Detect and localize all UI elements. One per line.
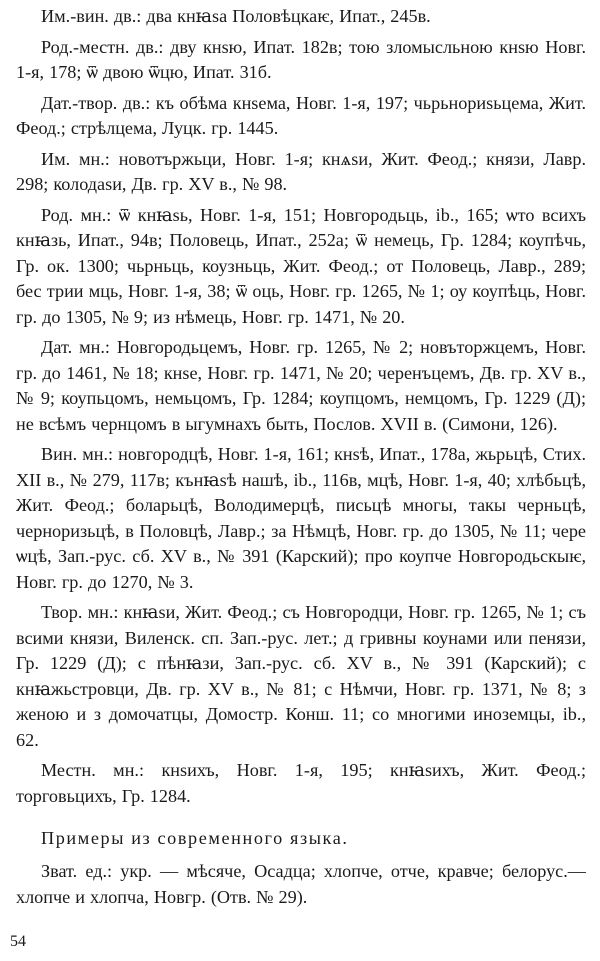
paragraph-locative-plural: Местн. мн.: кнѕихъ, Новг. 1-я, 195; кнꙗѕихъ, Жит. Феод.; торговьцихъ, Гр. 1284. <box>16 760 586 806</box>
section-heading: Примеры из современного языка. <box>41 828 349 848</box>
paragraph-nominative-plural: Им. мн.: новотържьци, Новг. 1-я; кнѧѕи, Жит. Феод.; князи, Лавр. 298; колодаѕи, Дв. гр. XV в., № 98. <box>16 148 586 194</box>
paragraph-genitive-plural: Род. мн.: ѿ кнꙗѕь, Новг. 1-я, 151; Новгородьць, ib., 165; ѡто всихъ кнꙗзь, Ипат., 94в; Половець, Ипат., 252а; ѿ немець, Гр. 1284; коупѣчь, Гр. ок. 1300; чьрньць, коузньць, Жит. Феод.; от Половець, Лавр., 289; бес трии мць, Новг. 1-я, 38; ѿ оць, Новг. гр. 1265, № 1; оу коупѣць, Новг. гр. до 1305, № 9; из нѣмець, Новг. гр. 1471, № 20. <box>16 204 586 327</box>
paragraph-instrumental-plural: Твор. мн.: кнꙗѕи, Жит. Феод.; съ Новгородци, Новг. гр. 1265, № 1; съ всими князи, Виленск. сп. Зап.-рус. лет.; д гривны коунами или пенязи, Гр. 1229 (Д); с пѣнꙗзи, Зап.-рус. сб. XV в., № 391 (Карский); с кнꙗжьстровци, Дв. гр. XV в., № 81; с Нѣмчи, Новг. гр. 1371, № 8; з женою и з домочатцы, Домостр. Конш. 11; со многими иноземцы, ib., 62. <box>16 602 586 750</box>
paragraph-dative-instrumental-dual: Дат.-твор. дв.: къ обѣма кнѕема, Новг. 1-я, 197; чьрьнориѕьцема, Жит. Феод.; стрѣлцема, Луцк. гр. 1445. <box>16 92 586 138</box>
paragraph-genitive-locative-dual: Род.-местн. дв.: дву кнѕю, Ипат. 182в; тою зломысльною кнѕю Новг. 1-я, 178; ѿ двою ѿцю, Ипат. 31б. <box>16 36 586 82</box>
page-number: 54 <box>10 933 26 950</box>
paragraph-dative-plural: Дат. мн.: Новгородьцемъ, Новг. гр. 1265, № 2; новъторжцемъ, Новг. гр. до 1461, № 18; кнѕе, Новг. гр. 1471, № 20; черенъцемъ, Дв. гр. XV в., № 9; коупьцомъ, немьцомъ, Гр. 1284; коупцомъ, немцомъ, Гр. 1229 (Д); не всѣмъ чернцомъ в ыгумнахъ быть, Послов. XVII в. (Симони, 126). <box>16 337 586 434</box>
paragraph-accusative-plural: Вин. мн.: новгородцѣ, Новг. 1-я, 161; кнѕѣ, Ипат., 178а, жьрьцѣ, Стих. XII в., № 279, 117в; кънꙗѕѣ нашѣ, ib., 116в, мцѣ, Новг. 1-я, 40; хлѣбьцѣ, Жит. Феод.; боларьцѣ, Володимерцѣ, письцѣ многы, такы черньцѣ, черноризьцѣ, в Половцѣ, Лавр.; за Нѣмцѣ, Новг. гр. до 1305, № 11; чере ѡцѣ, Зап.-рус. сб. XV в., № 391 (Карский); про коупче Новгородьскыѥ, Новг. гр. до 1270, № 3. <box>16 444 586 592</box>
paragraph-nominative-accusative-dual: Им.-вин. дв.: два кнꙗѕа Половѣцкаѥ, Ипат., 245в. <box>41 6 431 26</box>
paragraph-vocative-singular: Зват. ед.: укр. — мѣсяче, Осадца; хлопче, отче, кравче; белорус.— хлопче и хлопча, Новгр. (Отв. № 29). <box>16 861 586 907</box>
